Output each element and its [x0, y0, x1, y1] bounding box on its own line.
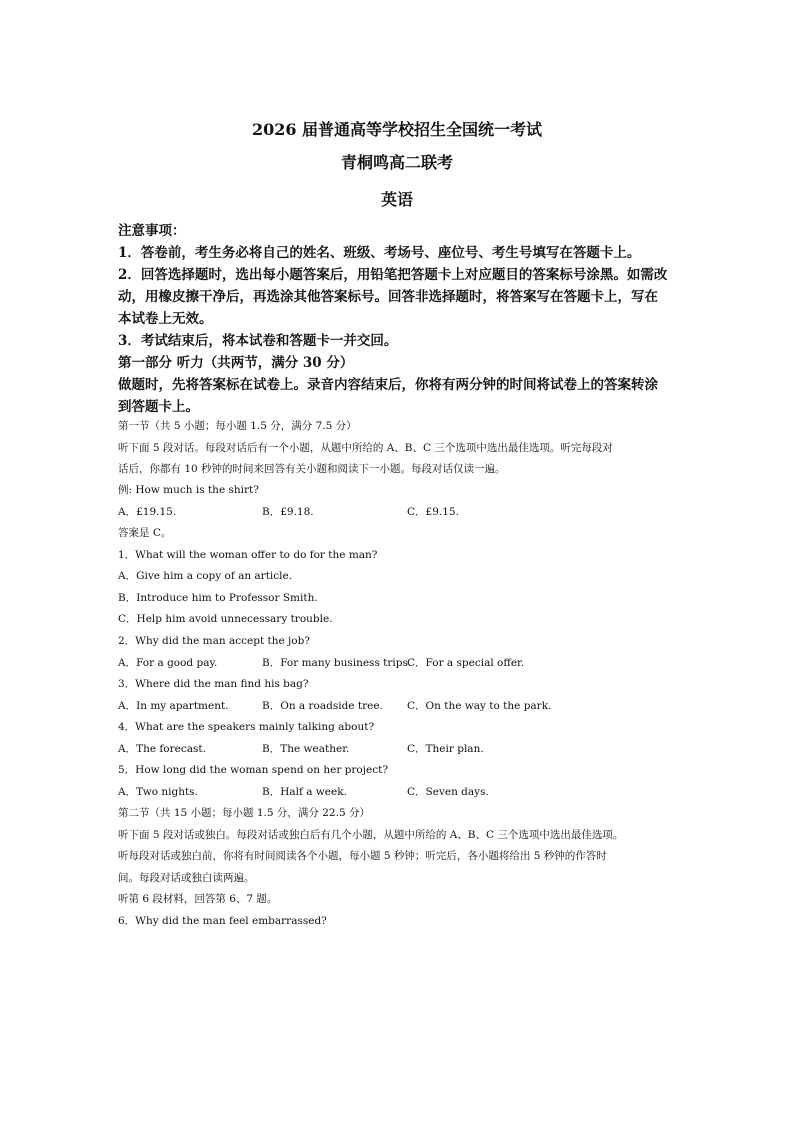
material-6-heading: 听第 6 段材料，回答第 6、7 题。	[118, 893, 278, 905]
exam-subtitle: 青桐鸣高二联考	[340, 153, 453, 172]
exam-title: 2026 届普通高等学校招生全国统一考试	[251, 120, 543, 139]
option-b: B．On a roadside tree.	[262, 700, 383, 712]
notice-item-2-line-1: 2．回答选择题时，选出每小题答案后，用铅笔把答题卡上对应题目的答案标号涂黑。如需改	[118, 267, 668, 283]
option-a: A．The forecast.	[118, 743, 206, 755]
example-answer: 答案是 C。	[118, 527, 172, 539]
part1-instruction-line-2: 到答题卡上。	[118, 399, 199, 415]
section2-heading: 第二节（共 15 小题；每小题 1.5 分，满分 22.5 分）	[118, 807, 370, 819]
option-b: B．The weather.	[262, 743, 350, 755]
notice-item-1: 1．答卷前，考生务必将自己的姓名、班级、考场号、座位号、考生号填写在答题卡上。	[118, 245, 641, 261]
section1-instruction-line-1: 听下面 5 段对话。每段对话后有一个小题，从题中所给的 A、B、C 三个选项中选出最佳选项。听完每段对	[118, 442, 613, 454]
section1-heading: 第一节（共 5 小题；每小题 1.5 分，满分 7.5 分）	[118, 420, 357, 432]
part1-heading: 第一部分 听力（共两节，满分 30 分）	[118, 355, 354, 371]
option-b: B．For many business trips.	[262, 657, 412, 669]
example-question: 例: How much is the shirt?	[118, 484, 259, 496]
option-c: C．For a special offer.	[407, 657, 525, 669]
option-c: C．On the way to the park.	[407, 700, 552, 712]
question-1-option-b: B．Introduce him to Professor Smith.	[118, 592, 318, 604]
question-2: 2．Why did the man accept the job?	[118, 635, 310, 647]
question-1: 1．What will the woman offer to do for the man?	[118, 549, 378, 561]
notice-item-2-line-3: 本试卷上无效。	[118, 311, 213, 327]
question-6: 6．Why did the man feel embarrassed?	[118, 915, 327, 927]
notice-item-2-line-2: 动，用橡皮擦干净后，再选涂其他答案标号。回答非选择题时，将答案写在答题卡上，写在	[118, 289, 658, 305]
question-4: 4．What are the speakers mainly talking about?	[118, 721, 375, 733]
option-a: A．For a good pay.	[118, 657, 218, 669]
notice-item-3: 3．考试结束后，将本试卷和答题卡一并交回。	[118, 333, 398, 349]
part1-instruction-line-1: 做题时，先将答案标在试卷上。录音内容结束后，你将有两分钟的时间将试卷上的答案转涂	[118, 377, 658, 393]
subject-title: 英语	[380, 190, 413, 209]
option-a: A．£19.15.	[118, 506, 177, 518]
option-c: C．£9.15.	[407, 506, 459, 518]
question-5: 5．How long did the woman spend on her project?	[118, 764, 388, 776]
option-b: B．Half a week.	[262, 786, 347, 798]
option-a: A．Two nights.	[118, 786, 198, 798]
question-1-option-c: C．Help him avoid unnecessary trouble.	[118, 613, 333, 625]
question-3: 3．Where did the man find his bag?	[118, 678, 309, 690]
option-c: C．Seven days.	[407, 786, 489, 798]
notice-heading: 注意事项：	[118, 223, 186, 239]
option-b: B．£9.18.	[262, 506, 314, 518]
section2-instruction-line-2: 听每段对话或独白前，你将有时间阅读各个小题，每小题 5 秒钟；听完后，各小题将给出 5 秒钟的作答时	[118, 850, 607, 862]
section2-instruction-line-3: 间。每段对话或独白读两遍。	[118, 872, 255, 884]
question-1-option-a: A．Give him a copy of an article.	[118, 570, 293, 582]
section1-instruction-line-2: 话后，你都有 10 秒钟的时间来回答有关小题和阅读下一小题。每段对话仅读一遍。	[118, 463, 506, 475]
section2-instruction-line-1: 听下面 5 段对话或独白。每段对话或独白后有几个小题，从题中所给的 A、B、C 三个选项中选出最佳选项。	[118, 829, 624, 841]
option-c: C．Their plan.	[407, 743, 484, 755]
option-a: A．In my apartment.	[118, 700, 229, 712]
